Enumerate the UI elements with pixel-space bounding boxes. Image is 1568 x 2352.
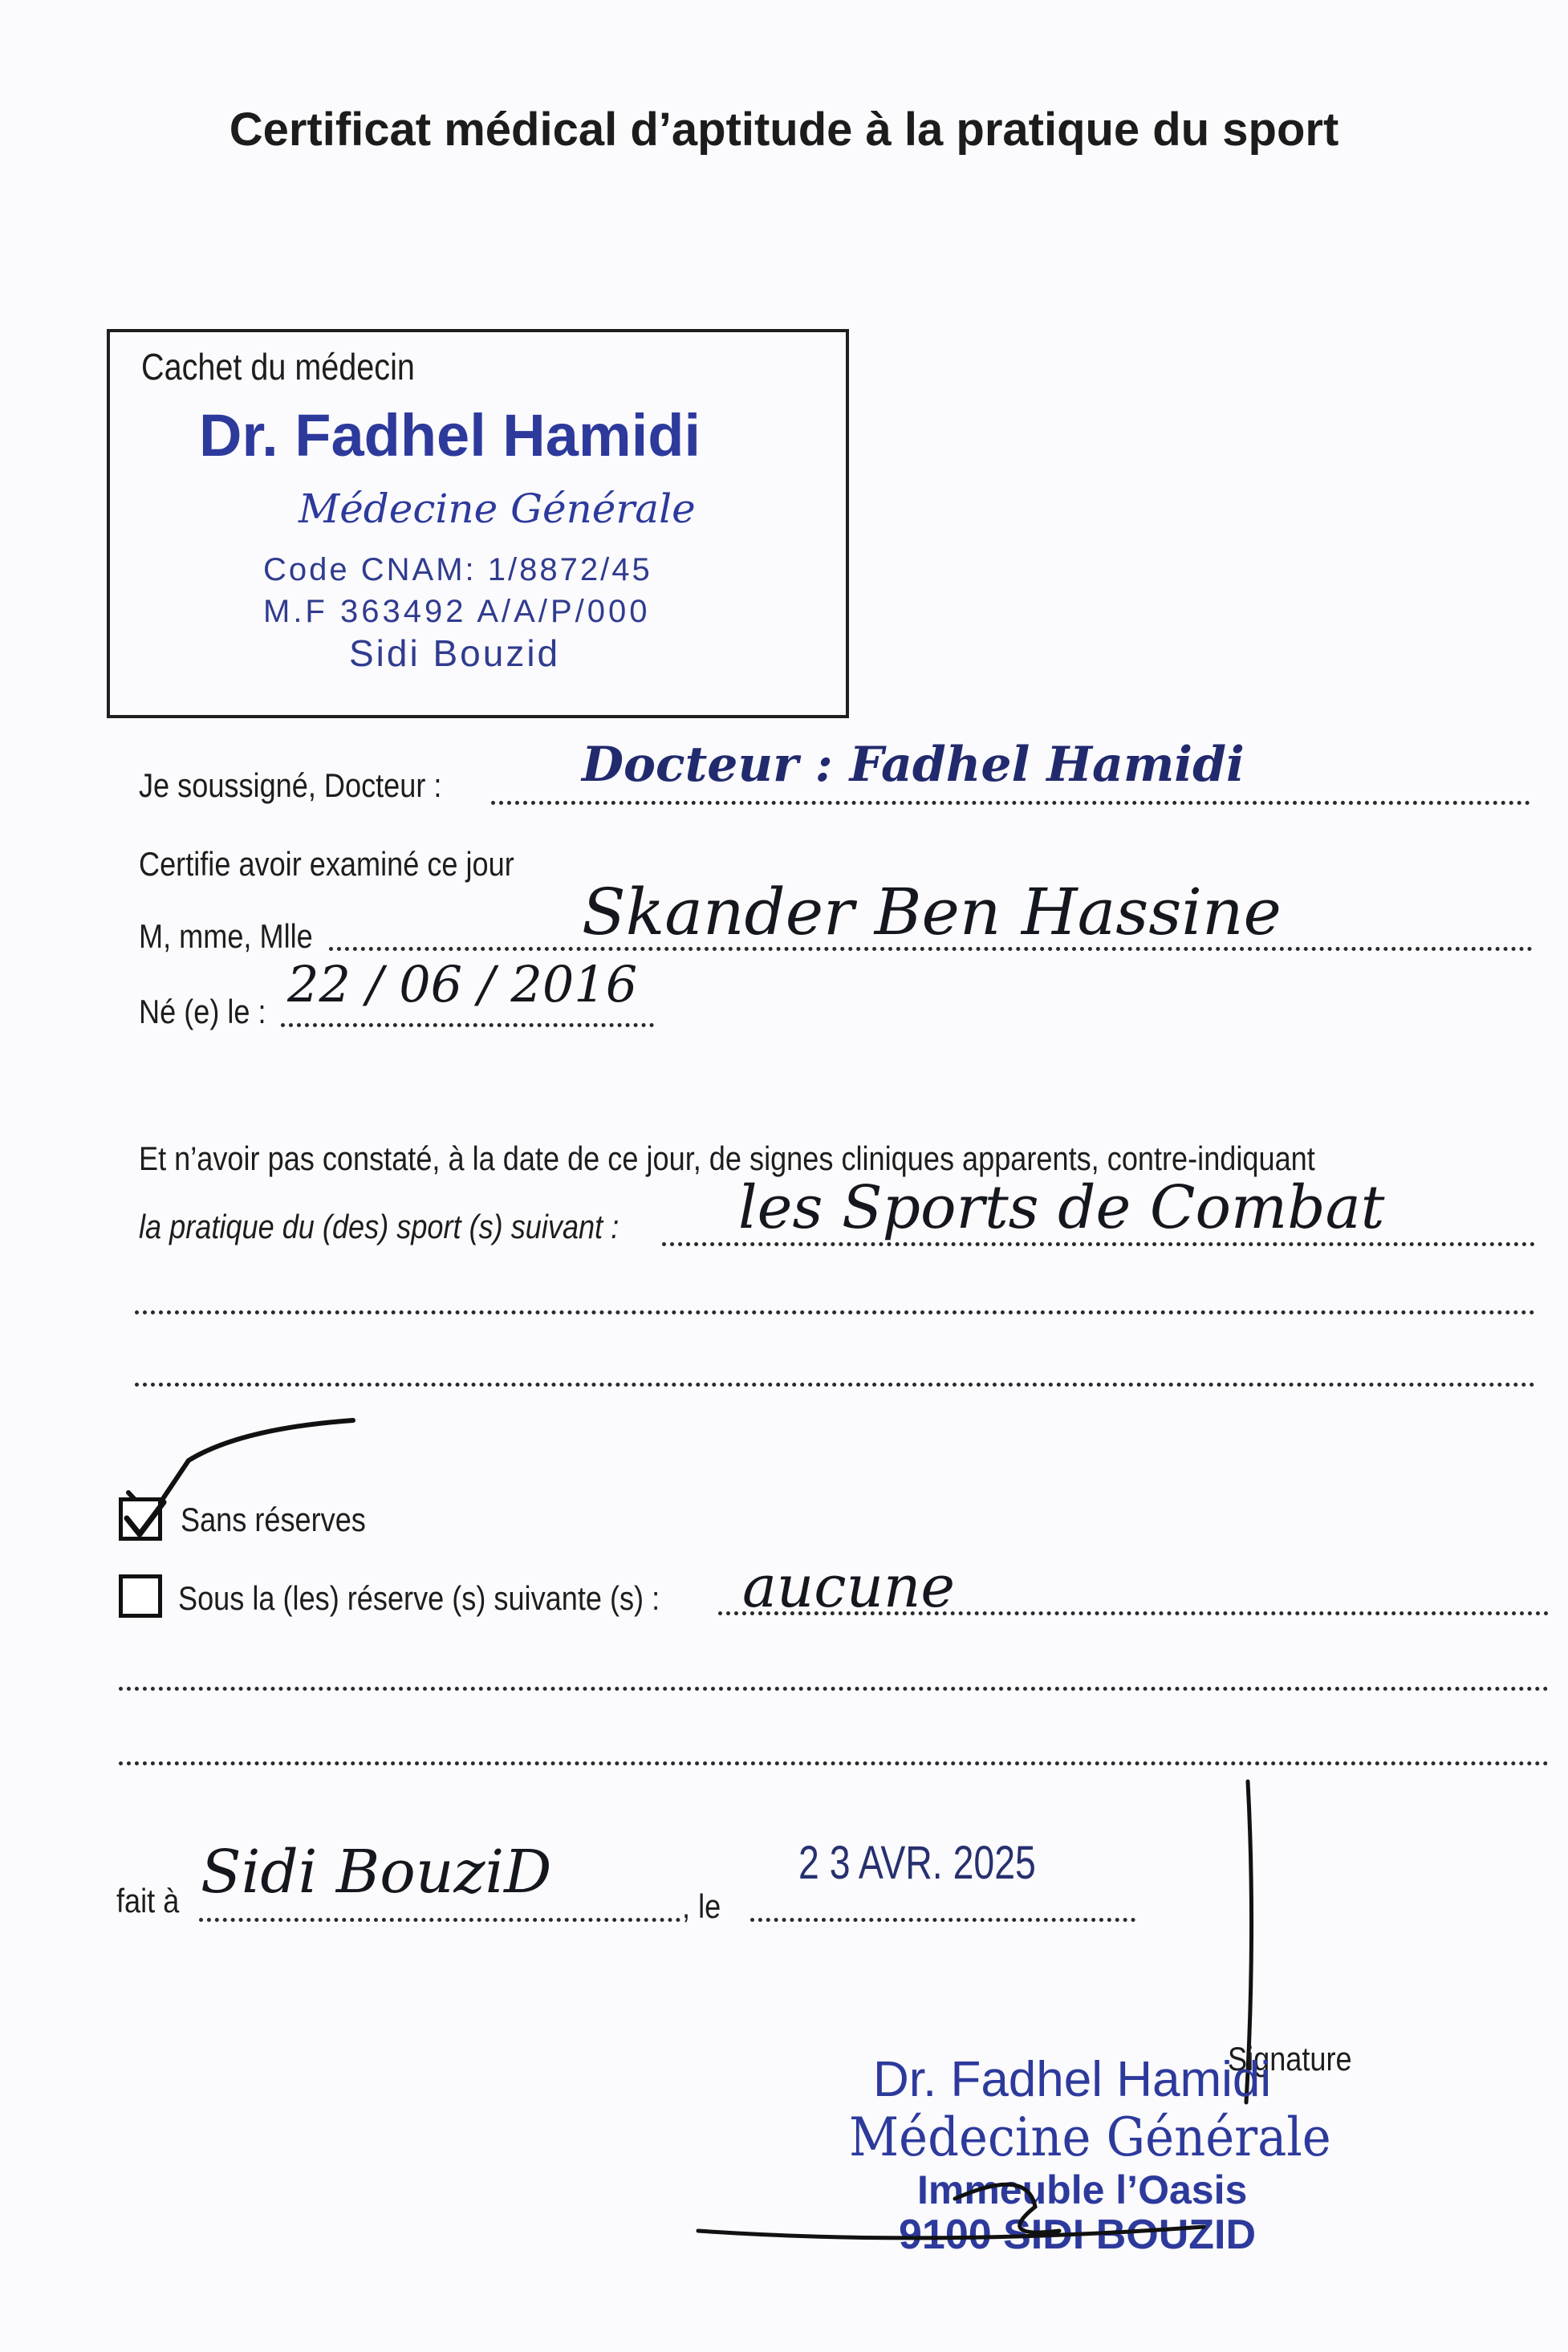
docteur-dotted-line <box>491 801 1530 805</box>
blank-dotted-line-2 <box>135 1383 1535 1387</box>
constat-line1: Et n’avoir pas constaté, à la date de ce jour, de signes cliniques apparents, contre-indiquant <box>139 1139 1315 1177</box>
signature-label: Signature <box>1228 2040 1352 2078</box>
le-label: , le <box>682 1887 721 1925</box>
signature-stamp-city: 9100 SIDI BOUZID <box>899 2212 1257 2258</box>
blank-dotted-line-3 <box>119 1687 1549 1691</box>
handwritten-signature <box>690 2151 1268 2263</box>
blank-dotted-line-1 <box>135 1310 1535 1314</box>
blank-dotted-line-4 <box>119 1761 1549 1765</box>
stamp-city: Sidi Bouzid <box>349 632 561 674</box>
date-stamp: 2 3 AVR. 2025 <box>798 1837 1036 1889</box>
fait-label: fait à <box>116 1882 180 1919</box>
signature-stamp-name: Dr. Fadhel Hamidi <box>873 2052 1272 2107</box>
certifie-label: Certifie avoir examiné ce jour <box>139 845 514 883</box>
signature-stamp-address: Immeuble l’Oasis <box>917 2167 1248 2212</box>
patient-label: M, mme, Mlle <box>139 917 313 955</box>
stamp-label: Cachet du médecin <box>141 346 415 388</box>
sports-dotted-line <box>662 1242 1535 1246</box>
dob-label: Né (e) le : <box>139 993 266 1030</box>
sports-value: les Sports de Combat <box>738 1173 1385 1242</box>
sous-reserves-checkbox[interactable] <box>119 1574 162 1618</box>
constat-line2: la pratique du (des) sport (s) suivant : <box>139 1208 619 1245</box>
sous-reserves-value: aucune <box>742 1553 955 1620</box>
signature-stamp-specialty: Médecine Générale <box>849 2106 1331 2168</box>
stamp-doctor-name: Dr. Fadhel Hamidi <box>199 402 701 469</box>
dob-value: 22 / 06 / 2016 <box>287 955 638 1014</box>
patient-value: Skander Ben Hassine <box>582 875 1282 949</box>
stamp-mf: M.F 363492 A/A/P/000 <box>263 594 651 629</box>
dob-dotted-line <box>281 1023 654 1027</box>
checked-icon <box>120 1494 169 1542</box>
date-dotted-line <box>750 1918 1135 1922</box>
fait-dotted-line <box>199 1918 680 1922</box>
page-title: Certificat médical d’aptitude à la pratique du sport <box>229 104 1339 156</box>
sans-reserves-label: Sans réserves <box>181 1501 366 1538</box>
stamp-code-cnam: Code CNAM: 1/8872/45 <box>263 552 652 587</box>
fait-value: Sidi BouziD <box>201 1838 552 1907</box>
sous-reserves-label: Sous la (les) réserve (s) suivante (s) : <box>178 1579 660 1617</box>
docteur-label: Je soussigné, Docteur : <box>139 766 442 804</box>
stamp-specialty: Médecine Générale <box>299 485 696 532</box>
docteur-value: Docteur : Fadhel Hamidi <box>582 737 1245 793</box>
